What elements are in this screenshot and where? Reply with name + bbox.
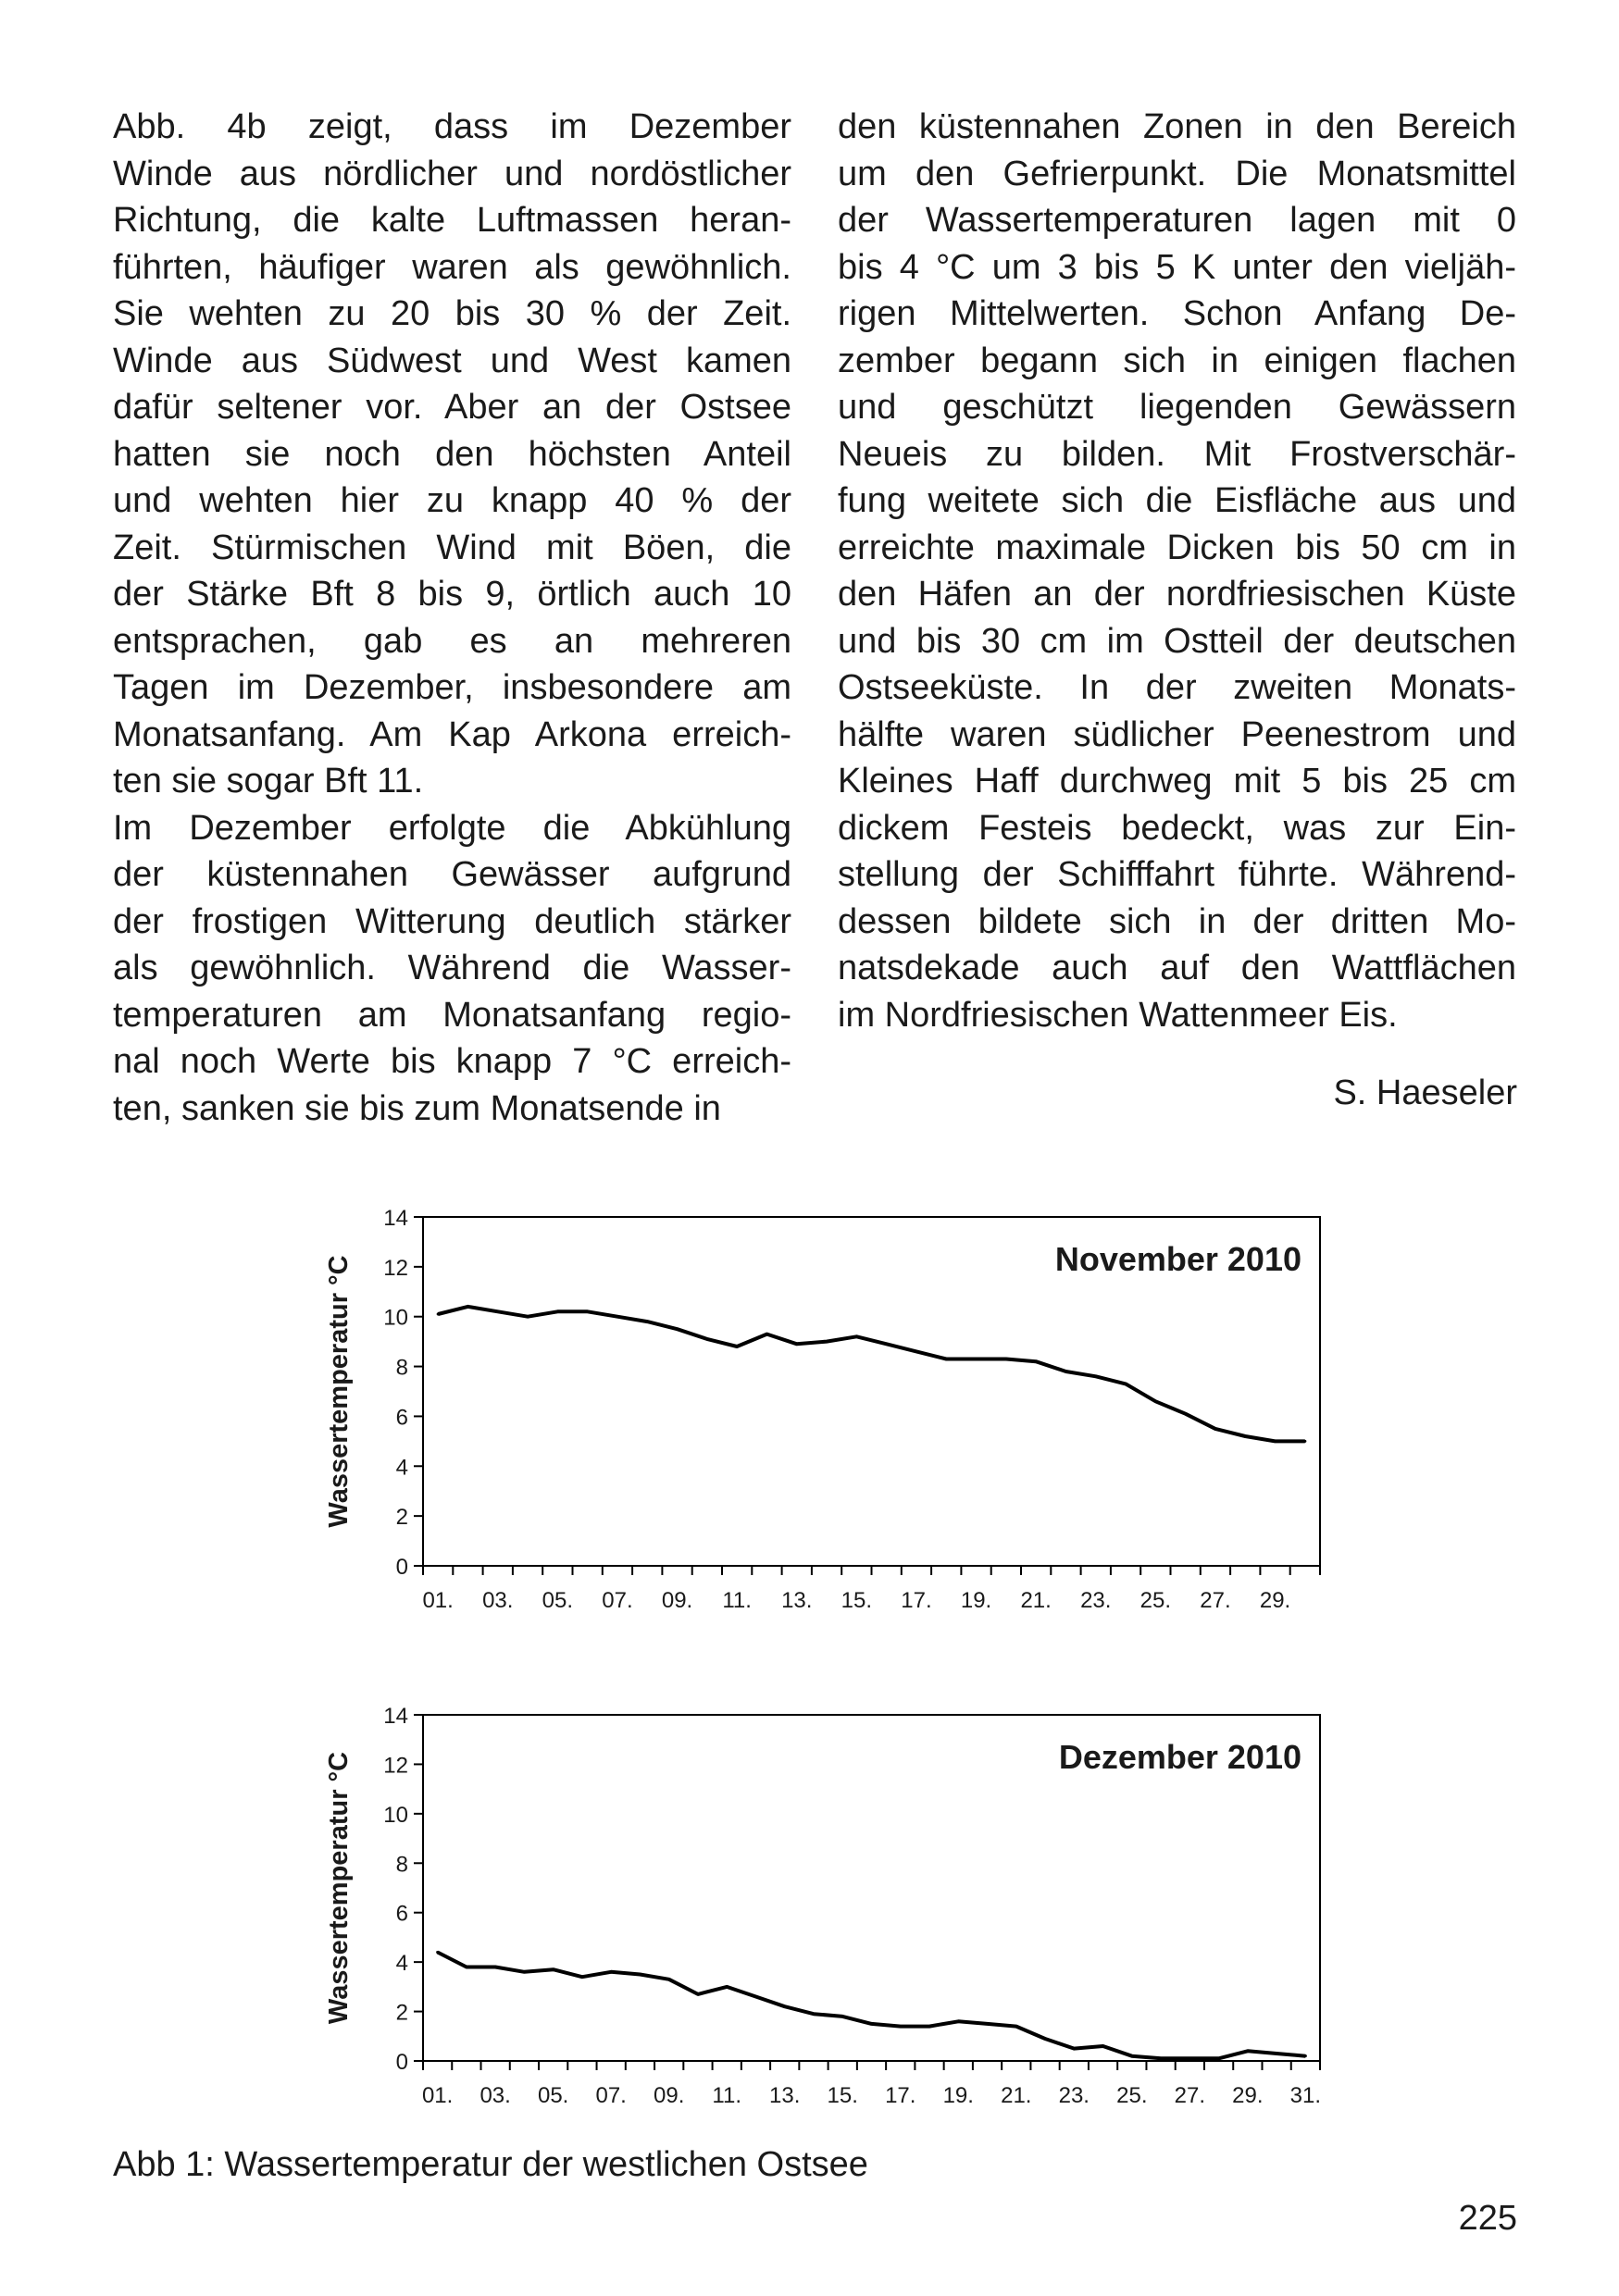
chart-title: Dezember 2010 [1058,1738,1301,1776]
text-line: als gewöhnlich. Während die Wasser- [113,949,791,987]
x-tick-label: 15. [841,1588,873,1613]
data-point [1246,2050,1249,2053]
data-point [986,2022,989,2025]
x-tick-label: 11. [712,2083,742,2108]
text-column-left [113,104,791,1132]
data-point [1004,1358,1007,1360]
chart-title: November 2010 [1054,1240,1301,1278]
data-point [437,1313,440,1316]
data-point [870,2022,873,2025]
text-column-right [838,104,1516,1038]
text-line: Winde aus Südwest und West kamen [113,341,791,380]
x-tick-label: 19. [942,2083,974,2108]
data-point [639,1973,641,1976]
data-point [527,1315,529,1318]
text-line: Tagen im Dezember, insbesondere am [113,668,791,707]
x-tick-label: 01. [421,2083,454,2108]
y-tick-label: 6 [395,1405,408,1431]
x-tick-label: 23. [1058,2083,1090,2108]
data-point [580,1976,583,1979]
y-tick-label: 6 [395,1901,408,1927]
data-point [1189,2057,1191,2060]
x-tick-label: 25. [1140,1588,1172,1613]
text-line: und wehten hier zu knapp 40 % der [113,481,791,520]
data-point [696,1992,699,1995]
data-point [436,1951,439,1954]
text-line: Abb. 4b zeigt, dass im Dezember [113,107,791,146]
y-tick-label: 0 [395,1555,408,1580]
data-point [1035,1360,1038,1363]
text-line: im Nordfriesischen Wattenmeer Eis. [838,995,1398,1035]
text-line: Im Dezember erfolgte die Abkühlung [113,808,791,848]
series-line [438,1953,1306,2059]
page-number: 225 [1458,2199,1517,2238]
y-tick-label: 2 [395,1505,408,1531]
data-point [667,1978,670,1980]
data-point [610,1970,613,1973]
text-line: Kleines Haff durchweg mit 5 bis 25 cm [838,762,1516,800]
text-line: rigen Mittelwerten. Schon Anfang De- [838,294,1516,333]
y-tick-label: 10 [383,1305,408,1331]
data-point [855,1335,858,1338]
data-point [494,1966,497,1968]
data-point [1244,1434,1247,1437]
x-tick-label: 27. [1200,1588,1231,1613]
x-tick-label: 07. [602,1588,633,1613]
data-point [945,1358,948,1360]
text-line: zember begann sich in einigen flachen [838,341,1516,380]
data-point [1044,2037,1047,2040]
y-tick-label: 4 [395,1455,408,1481]
data-point [1214,1427,1216,1430]
x-tick-label: 29. [1232,2083,1264,2108]
y-tick-label: 14 [383,1704,408,1729]
data-point [1102,2044,1104,2047]
data-point [795,1343,798,1346]
data-point [1130,2054,1133,2057]
x-tick-label: 09. [661,1588,693,1613]
y-tick-label: 4 [395,1951,408,1977]
text-line: der frostigen Witterung deutlich stärker [113,901,791,941]
text-line: dafür seltener vor. Aber an der Ostsee [113,388,791,427]
chart-november [305,1194,1351,1638]
x-tick-label: 15. [827,2083,858,2108]
data-point [1160,2057,1163,2060]
data-point [465,1966,467,1968]
text-line: Sie wehten zu 20 bis 30 % der Zeit. [113,294,791,333]
x-tick-label: 11. [722,1588,752,1613]
data-point [1065,1370,1067,1372]
text-line: den küstennahen Zonen in den Bereich [838,107,1516,146]
x-tick-label: 03. [479,2083,511,2108]
author-signature: S. Haeseler [1333,1074,1517,1112]
data-point [1217,2057,1220,2060]
data-point [616,1315,618,1318]
x-tick-label: 27. [1174,2083,1206,2108]
y-tick-label: 12 [383,1753,408,1779]
y-tick-label: 2 [395,2000,408,2026]
text-line: nal noch Werte bis knapp 7 °C erreich- [113,1042,791,1081]
y-tick-label: 12 [383,1255,408,1281]
x-tick-label: 31. [1289,2083,1322,2108]
text-line: der Stärke Bft 8 bis 9, örtlich auch 10 [113,575,791,614]
x-tick-label: 07. [595,2083,627,2108]
text-line: den Häfen an der nordfriesischen Küste [838,575,1516,614]
text-line: Ostseeküste. In der zweiten Monats- [838,668,1516,707]
data-point [467,1305,469,1308]
data-point [705,1337,708,1340]
data-point [676,1328,679,1331]
y-tick-label: 14 [383,1206,408,1231]
text-line: Monatsanfang. Am Kap Arkona erreich- [113,714,791,754]
figure-caption: Abb 1: Wassertemperatur der westlichen Ostsee [113,2145,868,2184]
data-point [841,2015,844,2017]
text-line: der Wassertemperaturen lagen mit 0 [838,201,1516,240]
text-line: entsprachen, gab es an mehreren [113,621,791,661]
text-line: dickem Festeis bedeckt, was zur Ein- [838,808,1516,848]
data-point [783,2005,786,2008]
x-tick-label: 05. [537,2083,569,2108]
y-tick-label: 8 [395,1355,408,1381]
y-tick-label: 10 [383,1802,408,1828]
text-line: um den Gefrierpunkt. Die Monatsmittel [838,154,1516,193]
data-point [736,1346,739,1348]
data-point [754,1995,757,1998]
x-tick-label: 09. [654,2083,685,2108]
x-tick-label: 23. [1080,1588,1112,1613]
text-line: der küstennahen Gewässer aufgrund [113,855,791,894]
series-line [438,1307,1305,1442]
text-line: erreichte maximale Dicken bis 50 cm in [838,527,1516,567]
x-tick-label: 21. [1020,1588,1052,1613]
data-point [523,1970,526,1973]
text-line: Zeit. Stürmischen Wind mit Böen, die [113,527,791,567]
y-axis-title: Wassertemperatur °C [324,1751,354,2025]
x-tick-label: 01. [422,1588,454,1613]
text-line: Richtung, die kalte Luftmassen heran- [113,201,791,240]
data-point [646,1321,649,1323]
text-line: und bis 30 cm im Ostteil der deutschen [838,621,1516,661]
data-point [552,1968,554,1971]
text-line: und geschützt liegenden Gewässern [838,388,1516,427]
text-line: Neueis zu bilden. Mit Frostverschär- [838,434,1516,474]
text-line: hälfte waren südlicher Peenestrom und [838,714,1516,754]
text-line: temperaturen am Monatsanfang regio- [113,995,791,1035]
text-line: hatten sie noch den höchsten Anteil [113,434,791,474]
text-line: ten, sanken sie bis zum Monatsende in [113,1088,721,1128]
text-line: Winde aus nördlicher und nordöstlicher [113,154,791,193]
data-point [766,1333,768,1335]
x-tick-label: 17. [885,2083,916,2108]
data-point [899,2025,902,2028]
data-point [1184,1412,1187,1415]
x-tick-label: 19. [960,1588,992,1613]
data-point [1276,2052,1278,2054]
data-point [1274,1440,1277,1443]
text-line: natsdekade auch auf den Wattflächen [838,949,1516,987]
data-point [1304,2054,1307,2057]
x-tick-label: 03. [482,1588,514,1613]
x-tick-label: 13. [781,1588,813,1613]
data-point [1303,1440,1306,1443]
data-point [885,1343,888,1346]
data-point [975,1358,978,1360]
data-point [496,1310,499,1313]
text-line: fung weitete sich die Eisfläche aus und [838,481,1516,520]
y-tick-label: 0 [395,2050,408,2075]
x-tick-label: 21. [1001,2083,1032,2108]
data-point [915,1350,917,1353]
x-tick-label: 17. [901,1588,932,1613]
text-line: dessen bildete sich in der dritten Mo- [838,901,1516,941]
chart-november-svg [305,1194,1351,1638]
y-axis-title: Wassertemperatur °C [324,1255,354,1528]
data-point [957,2020,960,2023]
data-point [586,1310,589,1313]
y-tick-label: 8 [395,1852,408,1878]
x-tick-label: 05. [542,1588,574,1613]
data-point [1094,1375,1097,1378]
text-line: führten, häufiger waren als gewöhnlich. [113,247,791,287]
chart-dezember-svg [305,1694,1351,2128]
text-line: ten sie sogar Bft 11. [113,762,424,800]
text-line: bis 4 °C um 3 bis 5 K unter den vieljäh- [838,247,1516,287]
x-tick-label: 25. [1116,2083,1148,2108]
x-tick-label: 13. [769,2083,801,2108]
data-point [928,2025,931,2028]
data-point [1154,1400,1157,1403]
text-line: stellung der Schifffahrt führte. Während- [838,855,1516,894]
data-point [556,1310,559,1313]
data-point [1073,2047,1076,2050]
data-point [826,1340,828,1343]
data-point [1125,1383,1127,1385]
chart-dezember [305,1694,1351,2128]
data-point [812,2013,815,2016]
x-tick-label: 29. [1259,1588,1291,1613]
data-point [1015,2025,1017,2028]
data-point [726,1985,729,1988]
